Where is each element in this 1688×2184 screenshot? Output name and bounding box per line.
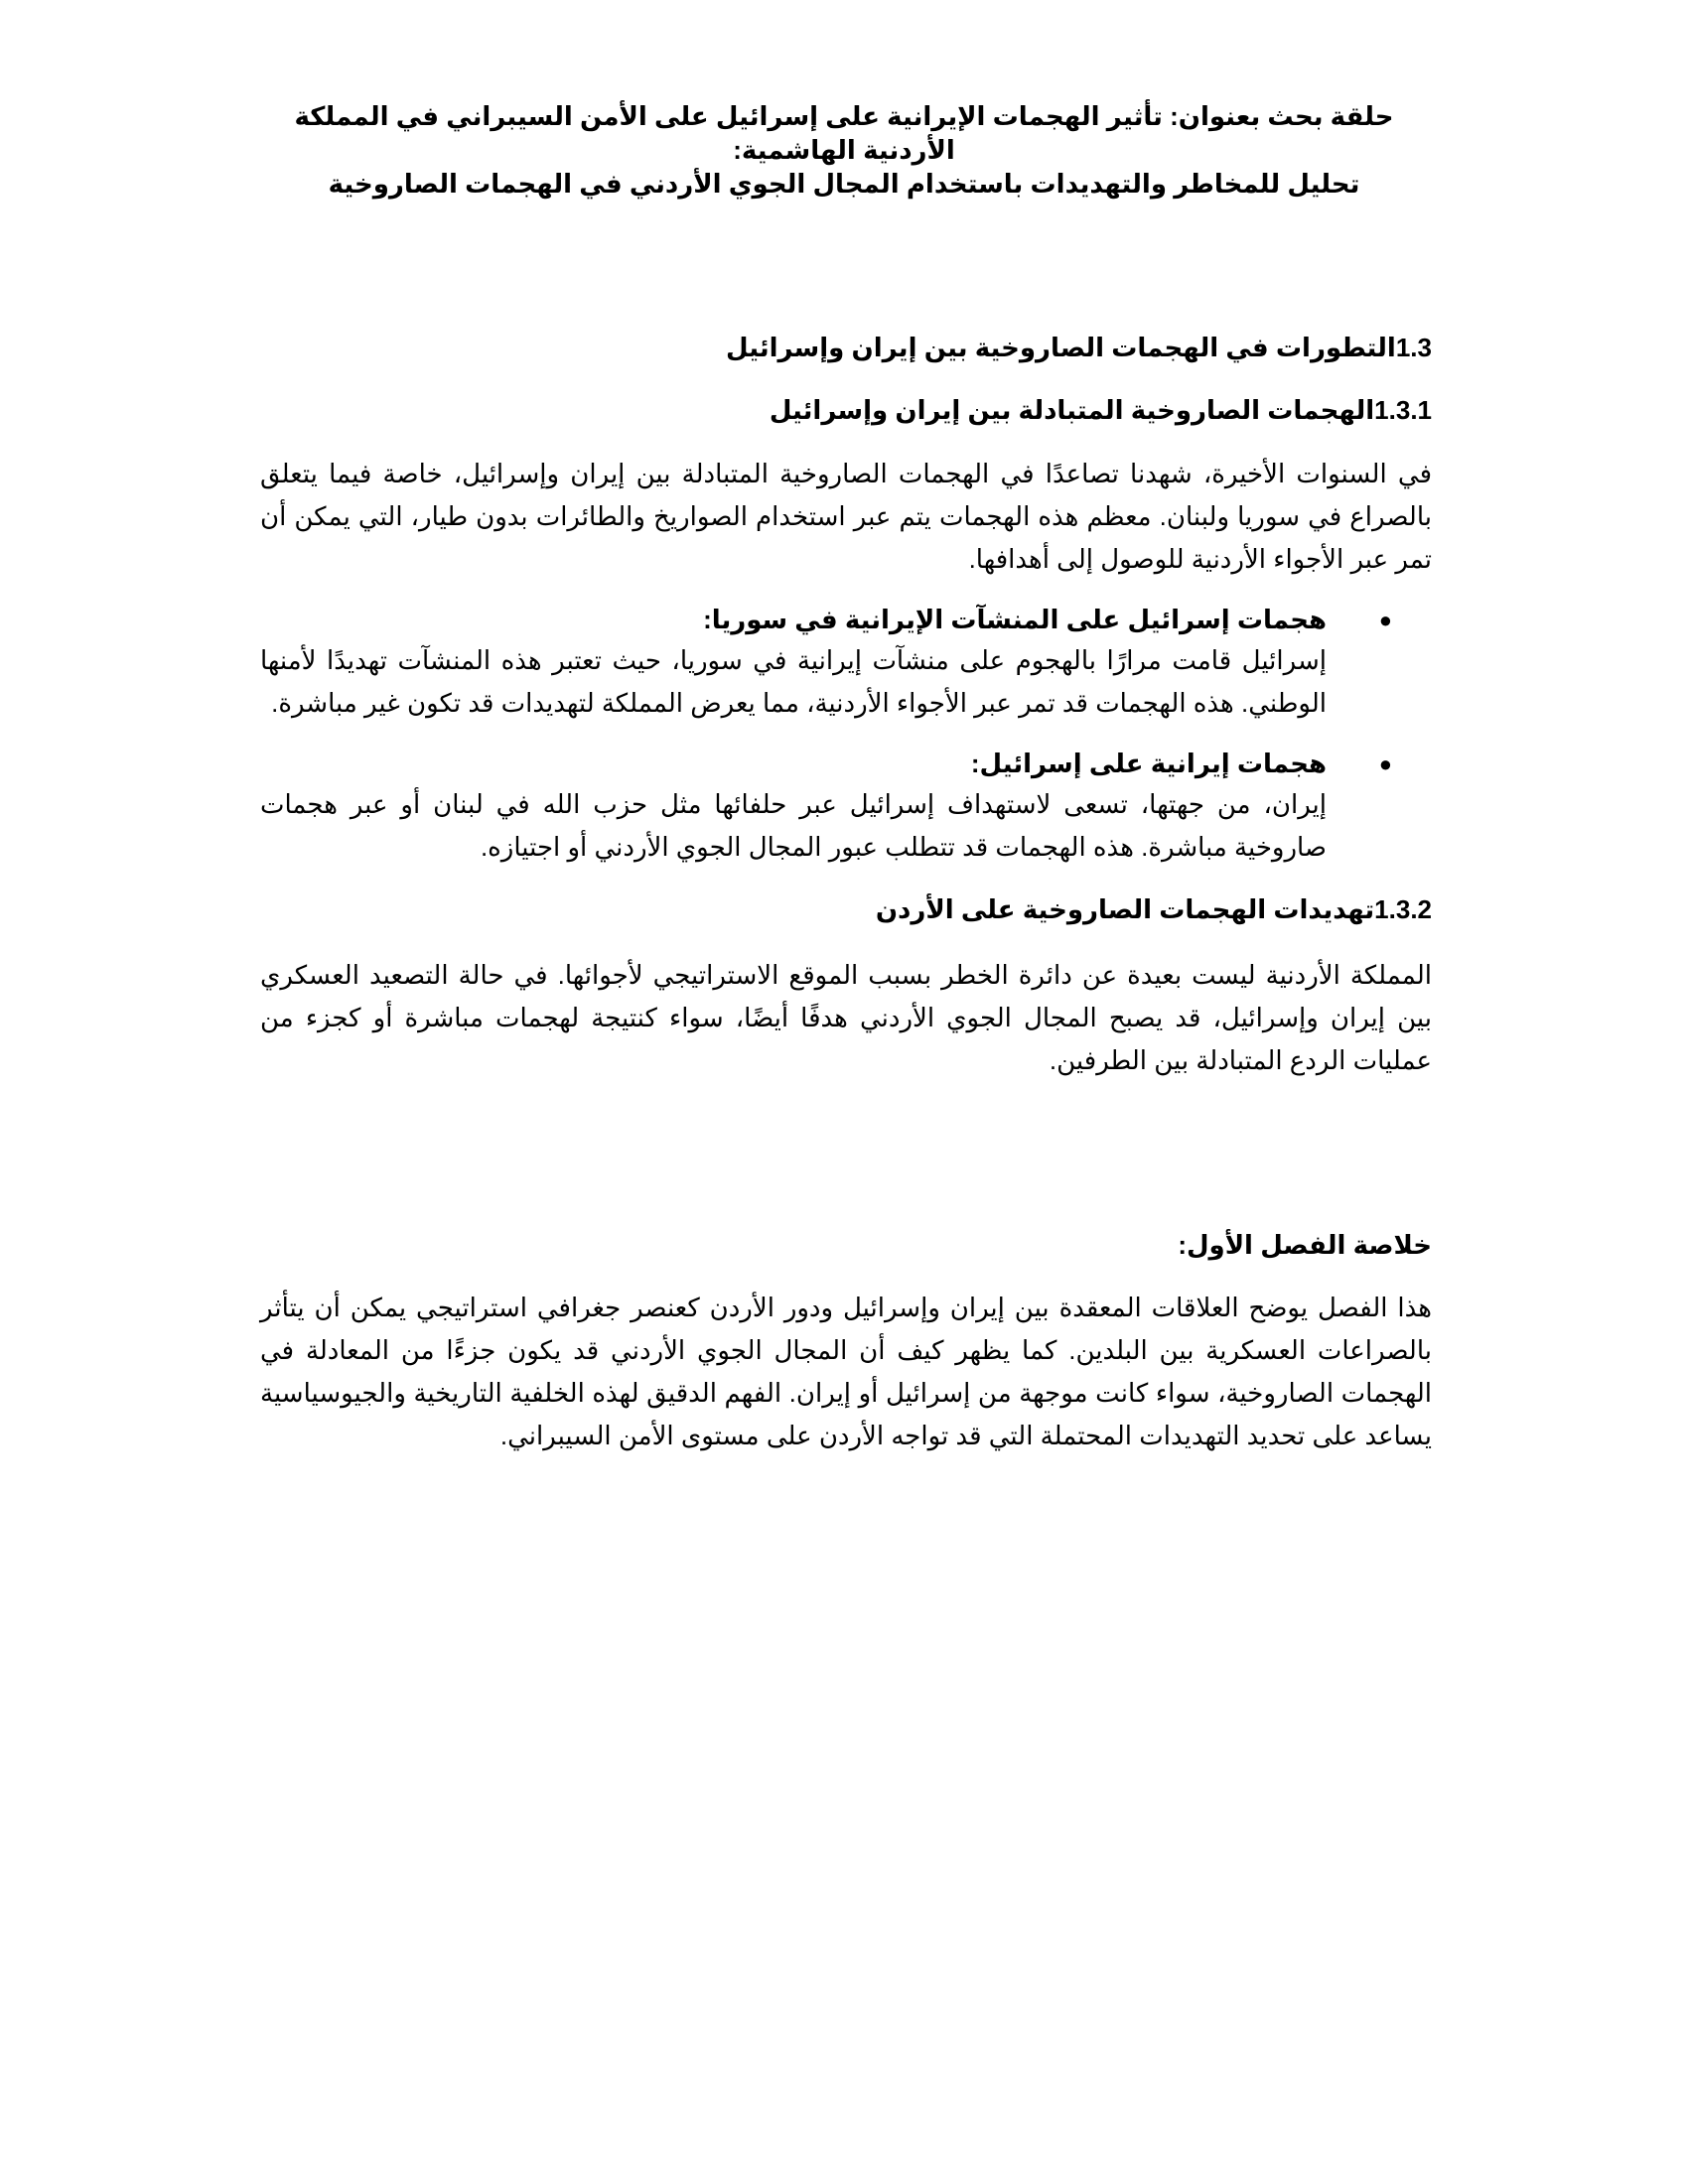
- bullet-text: إيران، من جهتها، تسعى لاستهداف إسرائيل عبر حلفائها مثل حزب الله في لبنان أو عبر هجمات صاروخية مباشرة. هذه الهجمات قد تتطلب عبور المجال الجوي الأردني أو اجتيازه.: [260, 789, 1327, 862]
- bullet-title: هجمات إيرانية على إسرائيل:: [970, 749, 1327, 778]
- header-title-line-1: حلقة بحث بعنوان: تأثير الهجمات الإيرانية على إسرائيل على الأمن السيبراني في المملكة الأردنية الهاشمية:: [294, 101, 1394, 165]
- section-1-3-heading: 1.3التطورات في الهجمات الصاروخية بين إيران وإسرائيل: [726, 333, 1432, 362]
- section-1-3-1-paragraph: في السنوات الأخيرة، شهدنا تصاعدًا في الهجمات الصاروخية المتبادلة بين إيران وإسرائيل، خاصة فيما يتعلق بالصراع في سوريا ولبنان. معظم هذه الهجمات يتم عبر استخدام الصواريخ والطائرات بدون طيار، التي يمكن أن تمر عبر الأجواء الأردنية للوصول إلى أهدافها.: [260, 459, 1432, 574]
- bullet-item: [260, 744, 1432, 869]
- bullet-text: إسرائيل قامت مرارًا بالهجوم على منشآت إيرانية في سوريا، حيث تعتبر هذه المنشآت تهديدًا لأمنها الوطني. هذه الهجمات قد تمر عبر الأجواء الأردنية، مما يعرض المملكة لتهديدات قد تكون غير مباشرة.: [260, 645, 1327, 718]
- section-1-3-1-heading: 1.3.1الهجمات الصاروخية المتبادلة بين إيران وإسرائيل: [769, 395, 1432, 425]
- header-title-line-2: تحليل للمخاطر والتهديدات باستخدام المجال الجوي الأردني في الهجمات الصاروخية: [328, 169, 1360, 199]
- bullet-title: هجمات إسرائيل على المنشآت الإيرانية في سوريا:: [703, 605, 1327, 634]
- conclusion-heading: خلاصة الفصل الأول:: [1178, 1230, 1432, 1260]
- bullet-item: [260, 600, 1432, 725]
- document-body: [260, 328, 1432, 1457]
- conclusion-paragraph: هذا الفصل يوضح العلاقات المعقدة بين إيران وإسرائيل ودور الأردن كعنصر جغرافي استراتيجي يمكن أن يتأثر بالصراعات العسكرية بين البلدين. كما يظهر كيف أن المجال الجوي الأردني قد يكون جزءًا من المعادلة في الهجمات الصاروخية، سواء كانت موجهة من إسرائيل أو إيران. الفهم الدقيق لهذه الخلفية التاريخية والجيوسياسية يساعد على تحديد التهديدات المحتملة التي قد تواجه الأردن على مستوى الأمن السيبراني.: [260, 1293, 1433, 1450]
- section-1-3-2-paragraph: المملكة الأردنية ليست بعيدة عن دائرة الخطر بسبب الموقع الاستراتيجي لأجوائها. في حالة التصعيد العسكري بين إيران وإسرائيل، قد يصبح المجال الجوي الأردني هدفًا أيضًا، سواء كنتيجة لهجمات مباشرة أو كجزء من عمليات الردع المتبادلة بين الطرفين.: [260, 960, 1432, 1075]
- bullet-dot-icon: ●: [1378, 751, 1392, 776]
- document-header: [248, 99, 1440, 201]
- section-1-3-2-heading: 1.3.2تهديدات الهجمات الصاروخية على الأردن: [875, 894, 1432, 924]
- bullet-dot-icon: ●: [1378, 608, 1392, 632]
